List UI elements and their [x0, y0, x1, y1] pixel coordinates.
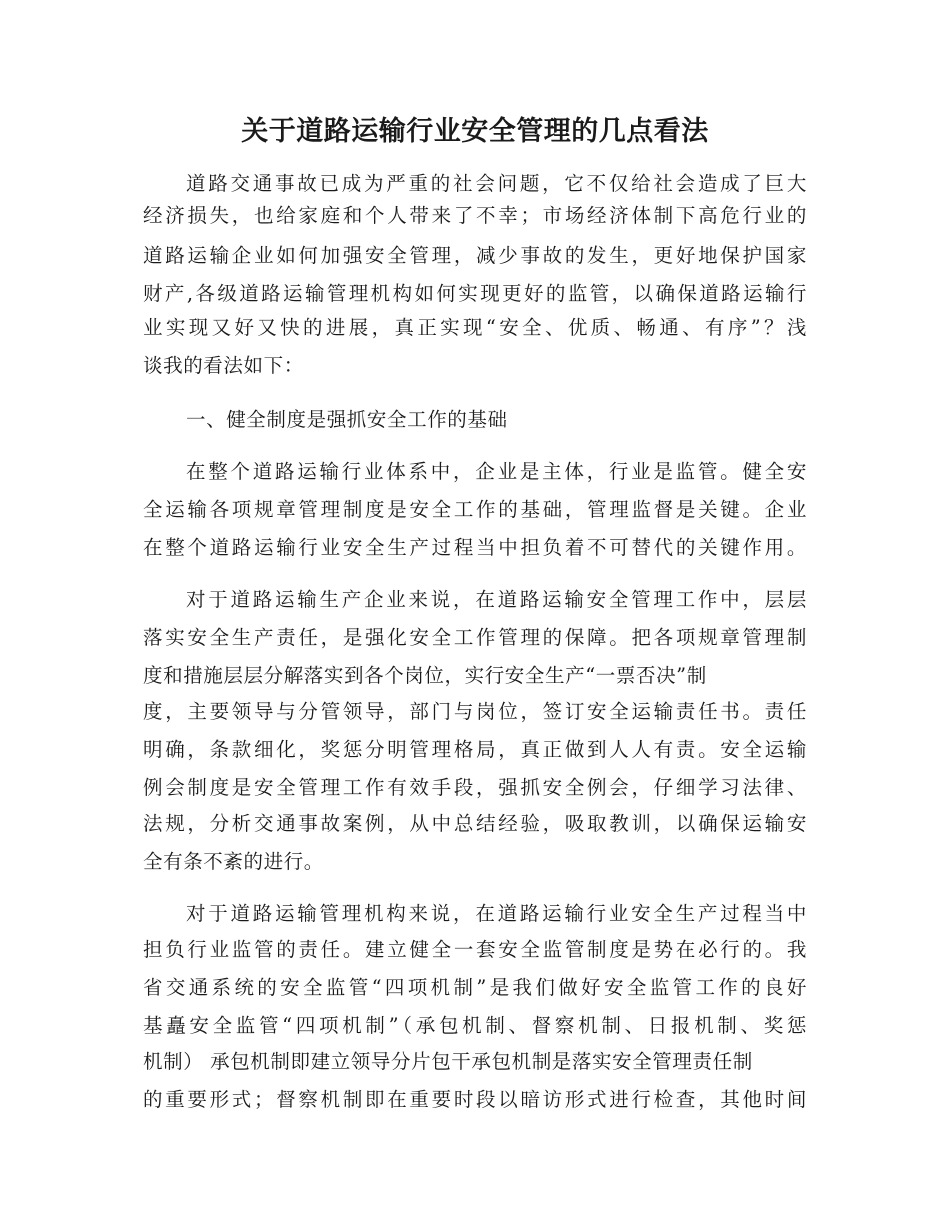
paragraph-line: 的重要形式；督察机制即在重要时段以暗访形式进行检查，其他时间: [143, 1088, 807, 1111]
paragraph-line: 对于道路运输生产企业来说，在道路运输安全管理工作中，层层: [186, 588, 807, 611]
section-heading: 一、健全制度是强抓安全工作的基础: [186, 408, 508, 431]
paragraph-line: 度和措施层层分解落实到各个岗位，实行安全生产“一票否决”制: [143, 664, 707, 687]
paragraph-line: 财产,各级道路运输管理机构如何实现更好的监管，以确保道路运输行: [143, 282, 807, 305]
paragraph-line: 省交通系统的安全监管“四项机制”是我们做好安全监管工作的良好: [143, 976, 807, 999]
paragraph-line: 落实安全生产责任，是强化安全工作管理的保障。把各项规章管理制: [143, 626, 807, 649]
paragraph-line: 例会制度是安全管理工作有效手段，强抓安全例会，仔细学习法律、: [143, 776, 807, 799]
paragraph-line: 基矗安全监管“四项机制”（承包机制、督察机制、日报机制、奖惩: [143, 1014, 807, 1037]
paragraph-line: 业实现又好又快的进展，真正实现“安全、优质、畅通、有序”？浅: [143, 316, 807, 339]
paragraph-line: 道路运输企业如何加强安全管理，减少事故的发生，更好地保护国家: [143, 244, 807, 267]
paragraph-line: 明确，条款细化，奖惩分明管理格局，真正做到人人有责。安全运输: [143, 738, 807, 761]
paragraph-line: 谈我的看法如下：: [143, 354, 304, 377]
paragraph-line: 度，主要领导与分管领导，部门与岗位，签订安全运输责任书。责任: [143, 700, 807, 723]
paragraph-line: 对于道路运输管理机构来说，在道路运输行业安全生产过程当中: [186, 902, 807, 925]
paragraph-line: 机制） 承包机制即建立领导分片包干承包机制是落实安全管理责任制: [143, 1050, 753, 1073]
paragraph-line: 道路交通事故已成为严重的社会问题，它不仅给社会造成了巨大: [186, 172, 807, 195]
paragraph-line: 经济损失，也给家庭和个人带来了不幸；市场经济体制下高危行业的: [143, 204, 807, 227]
paragraph-line: 担负行业监管的责任。建立健全一套安全监管制度是势在必行的。我: [143, 938, 807, 961]
paragraph-line: 在整个道路运输行业体系中，企业是主体，行业是监管。健全安: [186, 460, 807, 483]
paragraph-line: 全运输各项规章管理制度是安全工作的基础，管理监督是关键。企业: [143, 498, 807, 521]
paragraph-line: 全有条不紊的进行。: [143, 850, 324, 873]
paragraph-line: 在整个道路运输行业安全生产过程当中担负着不可替代的关键作用。: [143, 536, 807, 559]
document-title: 关于道路运输行业安全管理的几点看法: [241, 116, 709, 147]
paragraph-line: 法规，分析交通事故案例，从中总结经验，吸取教训，以确保运输安: [143, 812, 807, 835]
